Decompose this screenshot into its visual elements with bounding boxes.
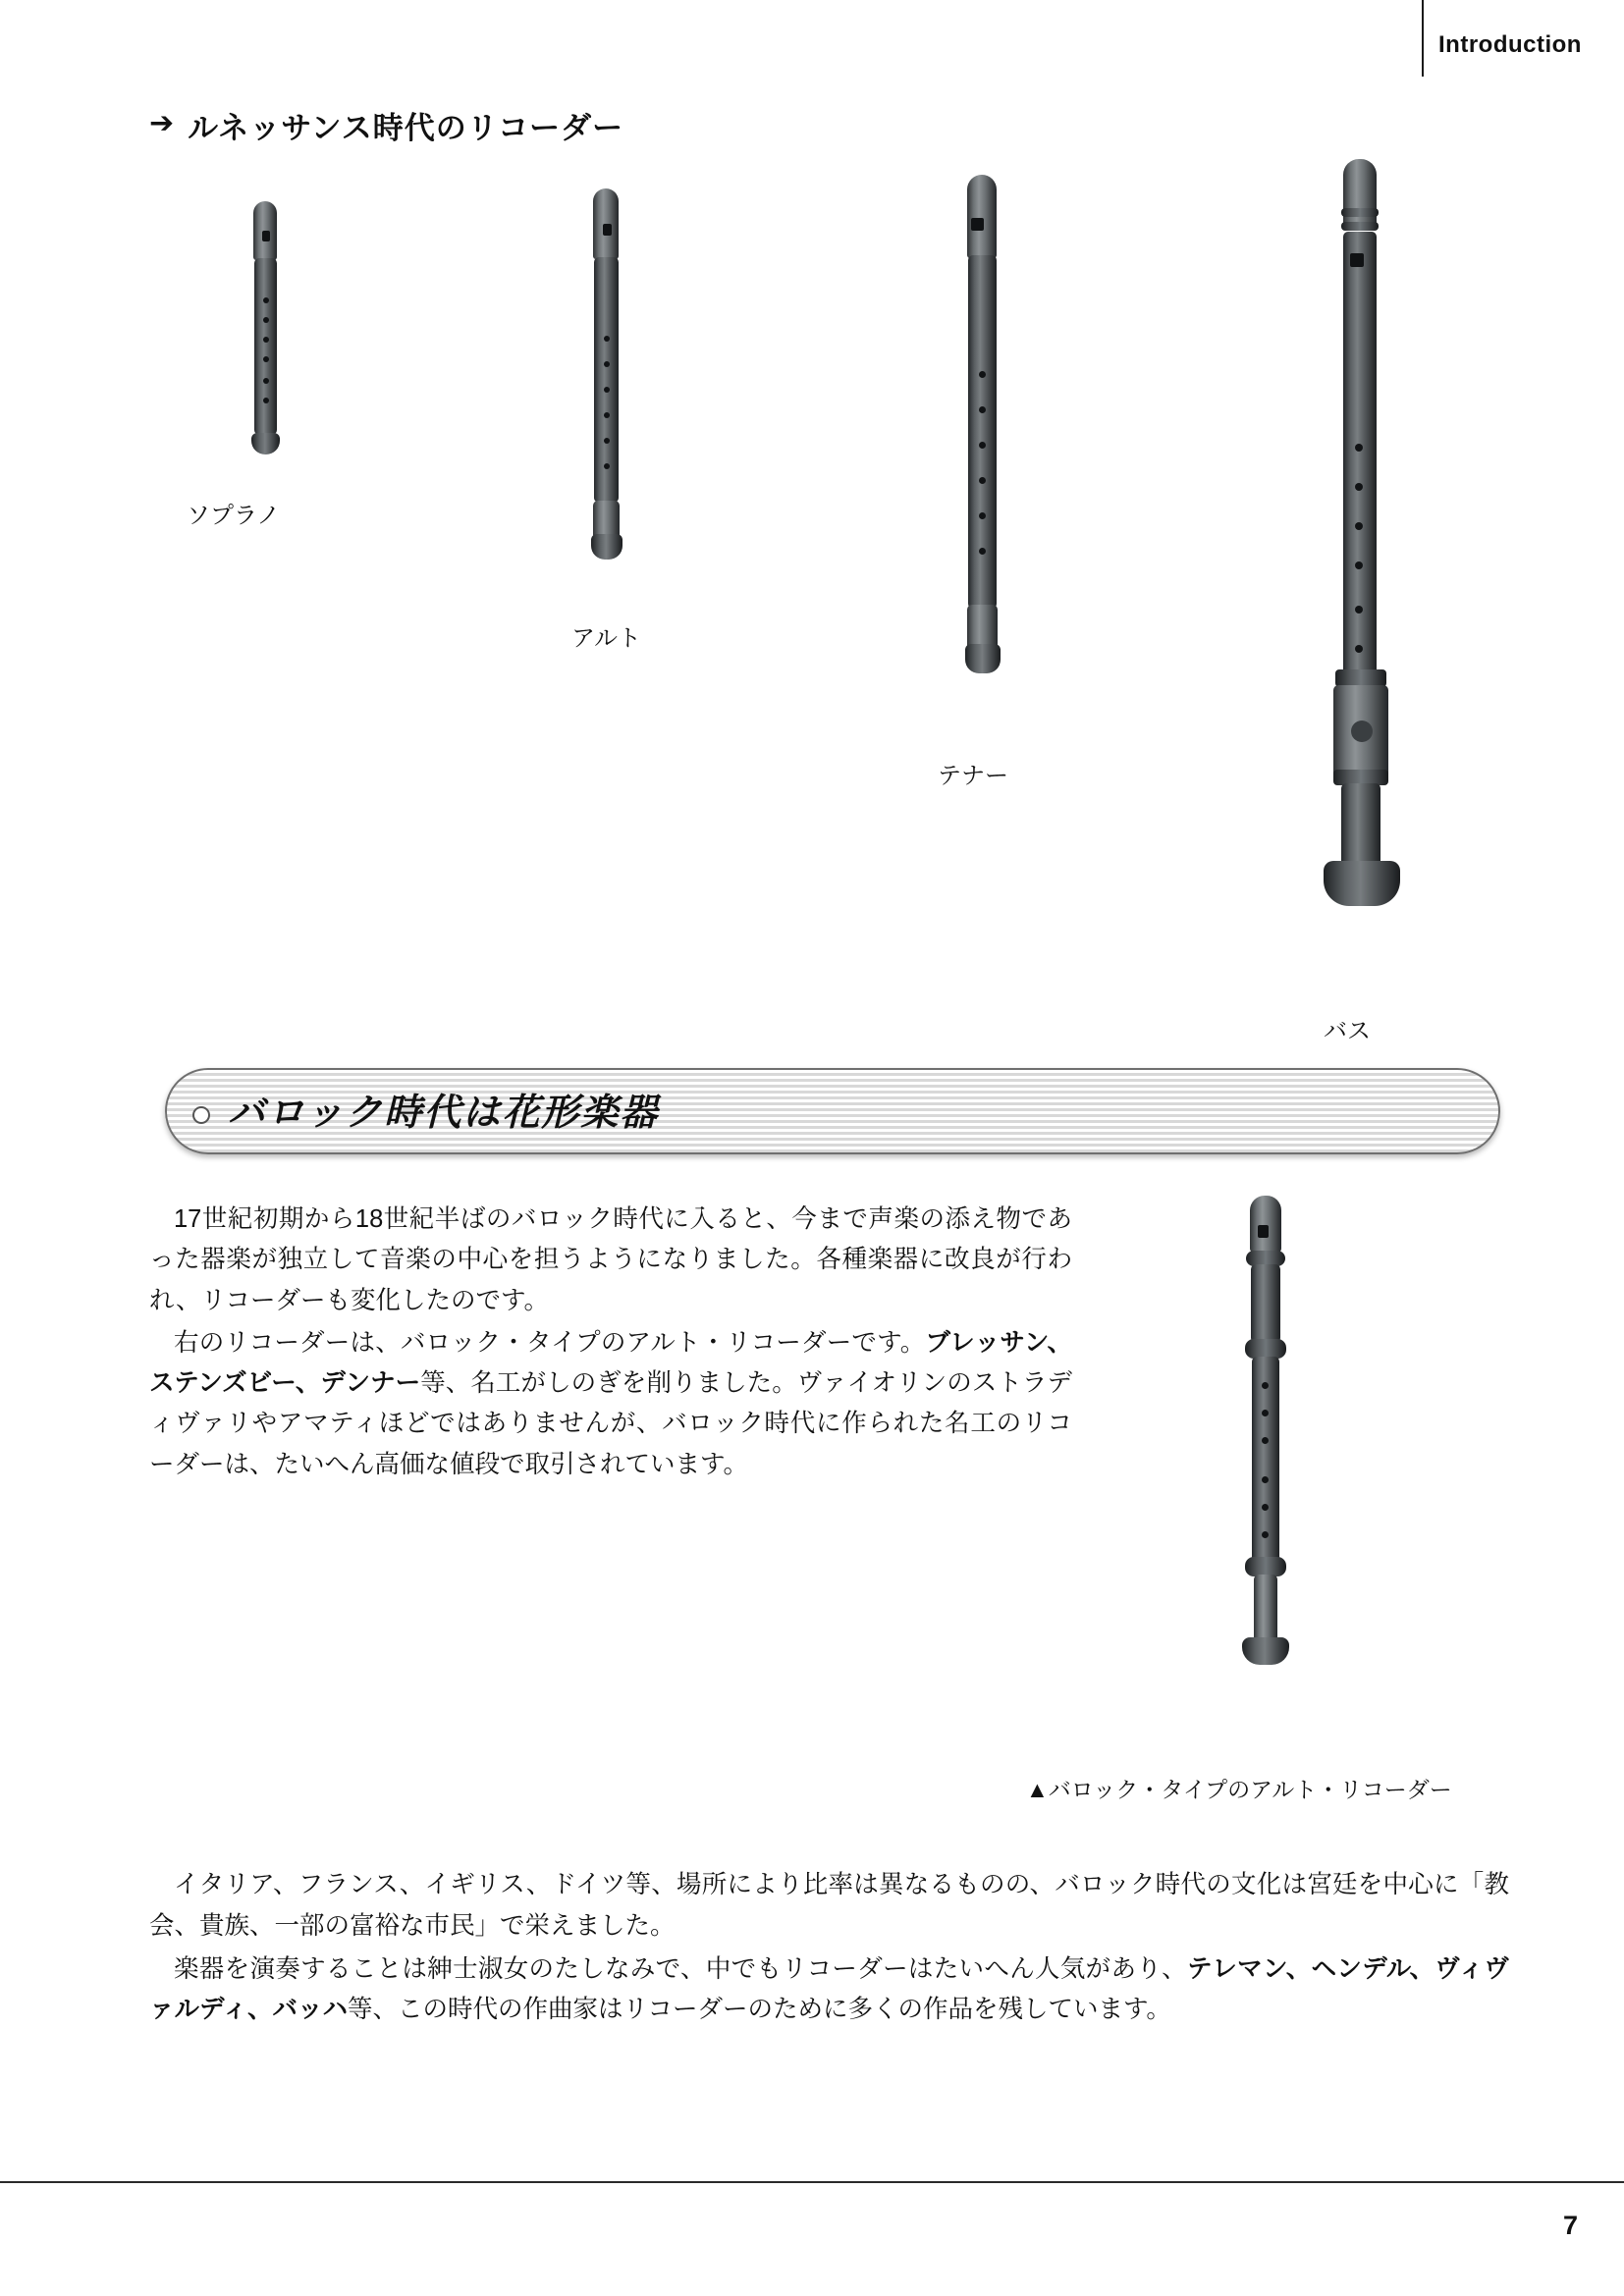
bottom-paragraph-2-bold: テレマン、ヘンデル、ヴィヴァルディ、バッハ	[149, 1954, 1510, 2024]
bottom-paragraph-2-part-a: 楽器を演奏することは紳士淑女のたしなみで、中でもリコーダーはたいへん人気があり、	[174, 1954, 1187, 1983]
bottom-text-block	[149, 1865, 1509, 2033]
header-label: Introduction	[1438, 31, 1582, 58]
bottom-paragraph-2-part-b: 等、この時代の作曲家はリコーダーのために多くの作品を残しています。	[347, 1996, 1171, 2024]
header-divider	[1422, 0, 1424, 77]
body-paragraph-2-part-a: 右のリコーダーは、バロック・タイプのアルト・リコーダーです。	[174, 1328, 926, 1357]
baroque-recorder-caption: ▲バロック・タイプのアルト・リコーダー	[1026, 1777, 1452, 1802]
renaissance-recorder-figures	[0, 147, 1624, 1060]
recorder-bass-image	[1308, 159, 1416, 1023]
banner-bullet-icon	[192, 1106, 210, 1124]
banner-title: バロック時代は花形楽器	[228, 1093, 660, 1134]
body-paragraph-2-part-b: 等、名工がしのぎを削りました。ヴァイオリンのストラディヴァリやアマティほどではありませんが、バロック時代に作られた名工のリコーダーは、たいへん高価な値段で取引されています。	[149, 1369, 1072, 1478]
footer-divider	[0, 2181, 1624, 2183]
page-number: 7	[1563, 2211, 1579, 2240]
bottom-paragraph-1: イタリア、フランス、イギリス、ドイツ等、場所により比率は異なるものの、バロック時代の文化は宮廷を中心に「教会、貴族、一部の富裕な市民」で栄えました。	[149, 1871, 1509, 1940]
recorder-alto-caption: アルト	[571, 625, 642, 652]
section-heading	[149, 103, 623, 147]
body-paragraph-1: 17世紀初期から18世紀半ばのバロック時代に入ると、今まで声楽の添え物であった器楽が独立して音楽の中心を担うようになりました。各種楽器に改良が行われ、リコーダーも変化したのです。	[149, 1205, 1072, 1314]
arrow-right-icon: ➔	[149, 106, 175, 139]
recorder-alto-image	[584, 188, 627, 620]
body-text-column	[149, 1200, 1072, 1487]
bottom-paragraph-2	[149, 1949, 1509, 2032]
recorder-bass-caption: バス	[1324, 1018, 1371, 1044]
body-paragraph-2-bold: ブレッサン、ステンズビー、デンナー	[149, 1328, 1072, 1398]
baroque-alto-recorder-image	[1232, 1196, 1301, 1745]
recorder-tenor-caption: テナー	[938, 763, 1008, 789]
body-paragraph-2	[149, 1323, 1072, 1485]
recorder-tenor-image	[957, 175, 1008, 764]
section-heading-text: ルネッサンス時代のリコーダー	[188, 111, 624, 145]
recorder-soprano-caption: ソプラノ	[187, 503, 281, 529]
recorder-soprano-image	[245, 201, 285, 496]
